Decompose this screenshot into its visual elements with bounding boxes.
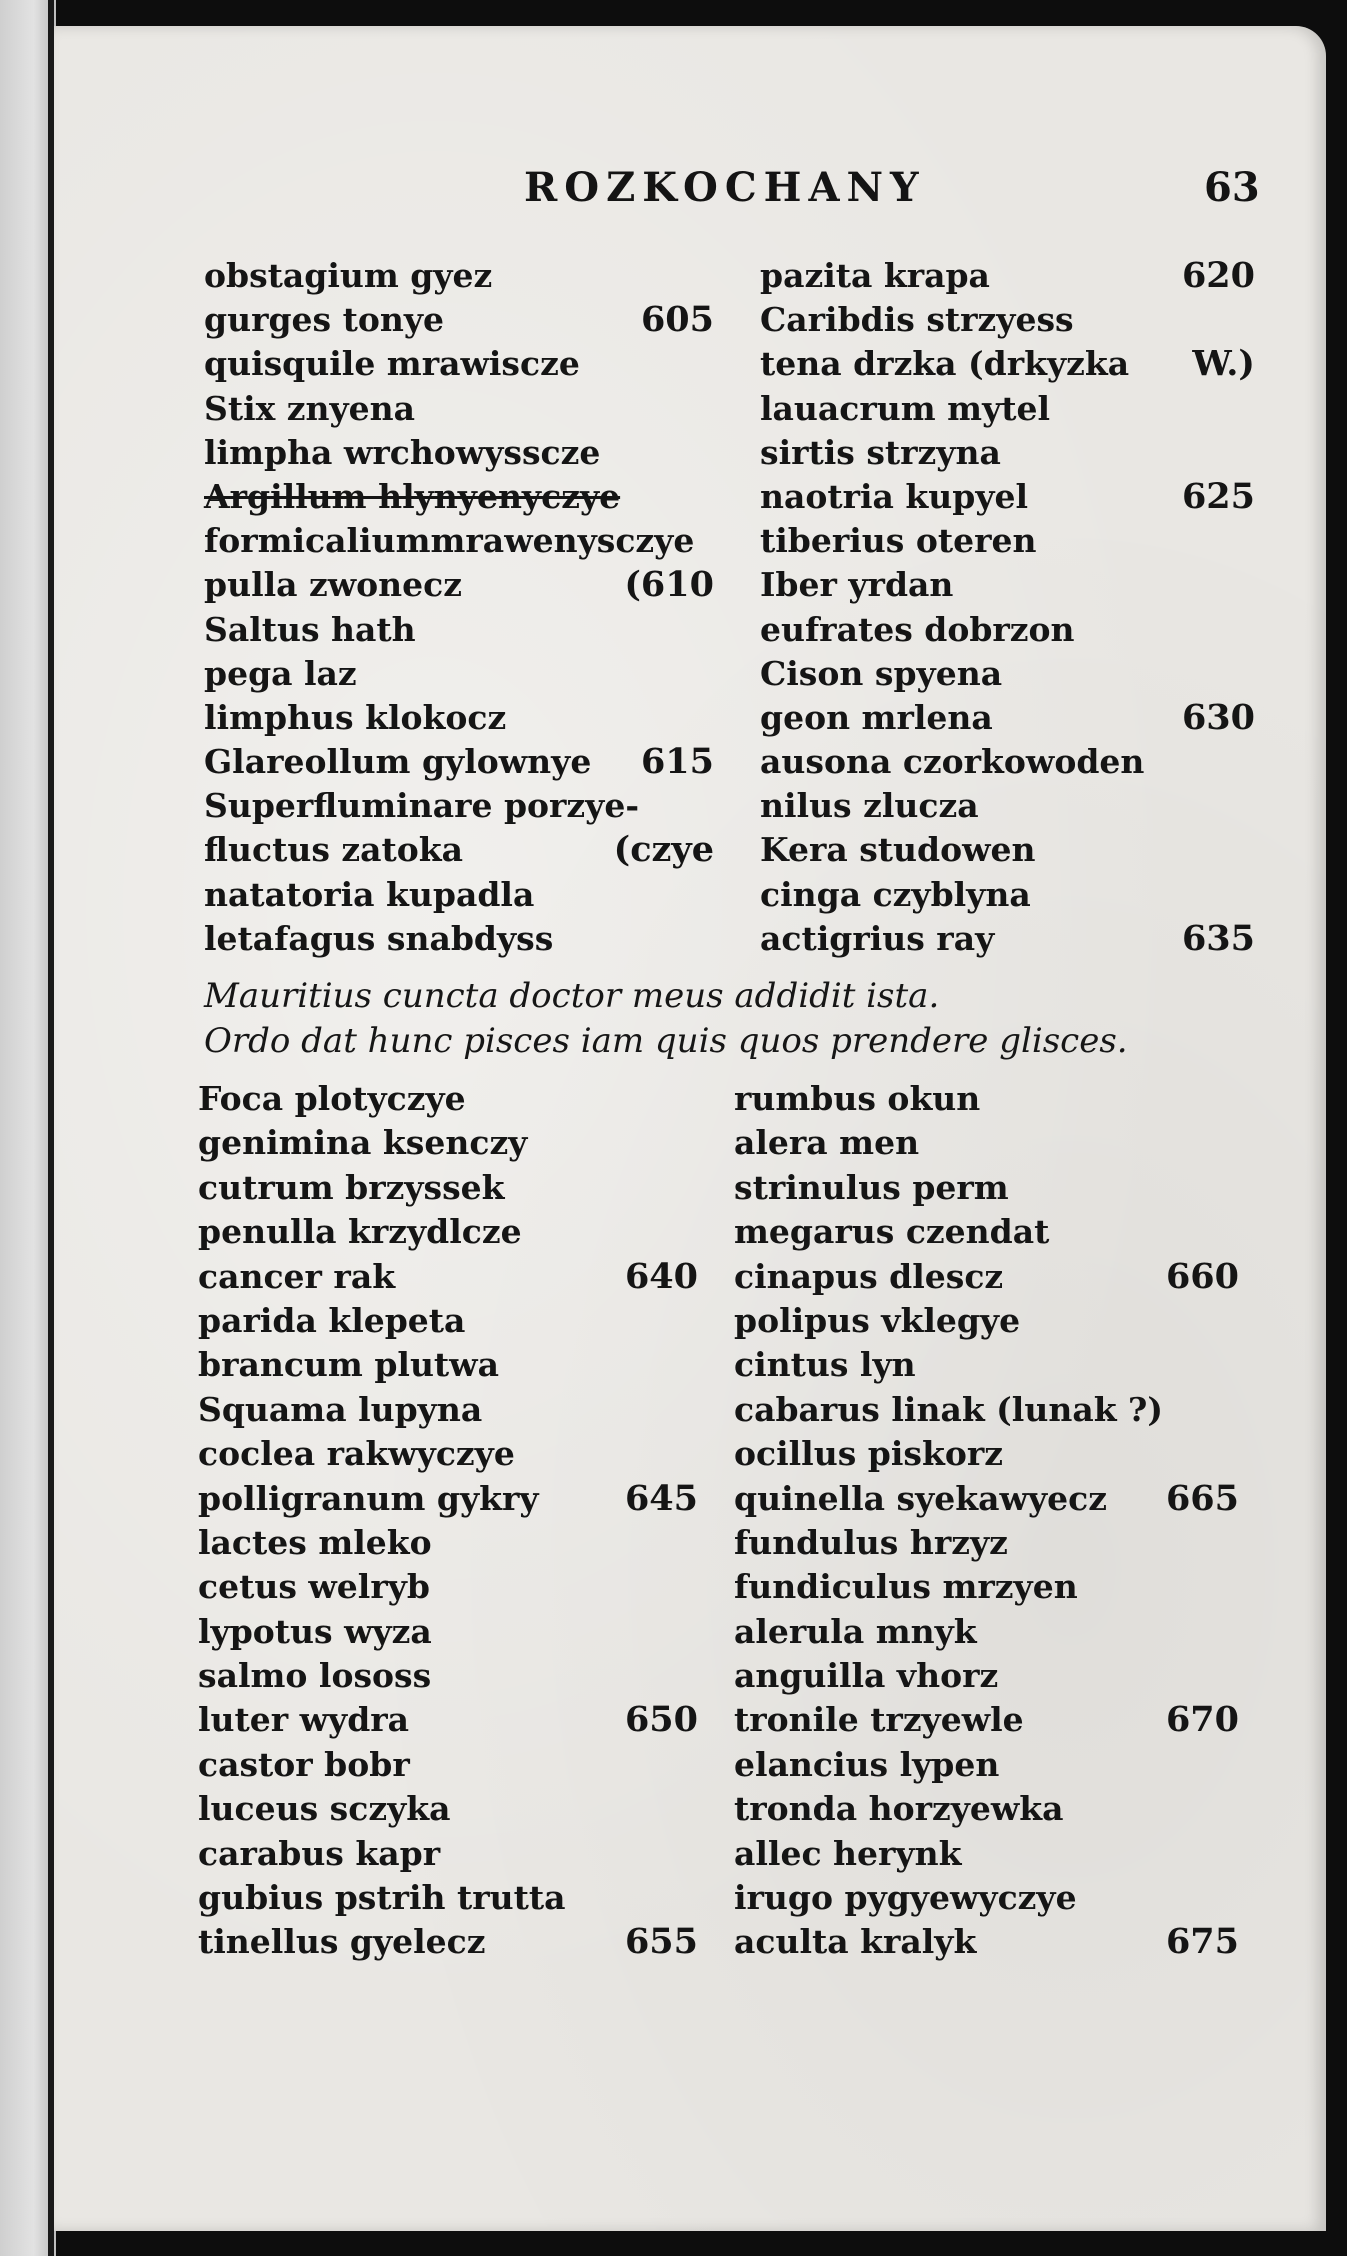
entry-text: actigrius ray	[760, 918, 995, 958]
entry-text: rumbus okun	[734, 1079, 981, 1118]
entry-text: natatoria kupadla	[204, 874, 535, 914]
glossary-entry	[760, 917, 1255, 961]
entry-text: polipus vklegye	[734, 1300, 1021, 1340]
glossary-entry	[734, 1920, 1239, 1964]
glossary-entry	[760, 696, 1255, 740]
glossary-entry	[734, 1166, 1239, 1210]
glossary-entry	[760, 254, 1255, 298]
entry-text: nilus zlucza	[760, 786, 979, 826]
entry-text: cinapus dlescz	[734, 1256, 1004, 1296]
entry-text: elancius lypen	[734, 1744, 1000, 1784]
entry-text: alerula mnyk	[734, 1611, 977, 1651]
entry-text: pulla zwonecz	[204, 565, 462, 605]
entry-text: Stix znyena	[204, 388, 416, 428]
entry-text: obstagium gyez	[204, 256, 493, 295]
book-page	[54, 26, 1326, 2231]
glossary-entry	[760, 342, 1255, 386]
entry-text: fundulus hrzyz	[734, 1522, 1008, 1562]
entry-text: coclea rakwyczye	[198, 1434, 515, 1474]
entry-text: parida klepeta	[198, 1300, 466, 1340]
entry-text: tena drzka (drkyzka	[760, 344, 1130, 384]
entry-text: limphus klokocz	[204, 697, 507, 737]
line-number: 655	[624, 1921, 698, 1963]
entry-text: gubius pstrih trutta	[198, 1878, 566, 1918]
glossary-entry	[734, 1743, 1239, 1787]
glossary-entry	[734, 1876, 1239, 1920]
line-number: 660	[1165, 1255, 1239, 1297]
line-number: 620	[1181, 255, 1255, 296]
lower-left-column	[198, 1077, 698, 1965]
entry-text: Caribdis strzyess	[760, 300, 1074, 340]
entry-text: formicaliummrawenysczye	[204, 521, 695, 561]
glossary-entry	[198, 1743, 698, 1787]
line-number: 665	[1165, 1477, 1239, 1519]
line-number: 615	[640, 741, 714, 783]
entry-text: luter wydra	[198, 1700, 410, 1740]
entry-text: Squama lupyna	[198, 1389, 483, 1429]
glossary-entry	[204, 784, 714, 828]
glossary-entry	[198, 1343, 698, 1387]
glossary-entry	[204, 608, 714, 652]
entry-text: quisquile mrawiscze	[204, 344, 580, 384]
entry-text: gurges tonye	[204, 300, 445, 340]
glossary-entry	[198, 1166, 698, 1210]
entry-text: strinulus perm	[734, 1167, 1009, 1207]
entry-text: carabus kapr	[198, 1833, 441, 1873]
entry-text: salmo lososs	[198, 1656, 432, 1696]
entry-text: fluctus zatoka	[204, 830, 464, 870]
line-number: 645	[624, 1477, 698, 1519]
glossary-entry	[734, 1343, 1239, 1387]
glossary-entry	[198, 1388, 698, 1432]
glossary-entry	[204, 519, 714, 563]
line-number: 640	[624, 1255, 698, 1297]
glossary-entry	[204, 828, 714, 872]
glossary-entry	[760, 431, 1255, 475]
glossary-entry	[734, 1255, 1239, 1299]
entry-text: cabarus linak (lunak ?)	[734, 1389, 1163, 1429]
entry-text: ocillus piskorz	[734, 1434, 1003, 1474]
entry-text: Saltus hath	[204, 609, 416, 649]
entry-text: Cison spyena	[760, 653, 1003, 693]
glossary-entry	[198, 1565, 698, 1609]
glossary-entry	[204, 652, 714, 696]
entry-text: megarus czendat	[734, 1212, 1050, 1252]
entry-text: cintus lyn	[734, 1345, 916, 1385]
glossary-entry	[734, 1565, 1239, 1609]
entry-text: lypotus wyza	[198, 1611, 432, 1651]
glossary-entry	[734, 1432, 1239, 1476]
line-number: 650	[624, 1699, 698, 1741]
line-number: 670	[1165, 1699, 1239, 1741]
glossary-entry	[734, 1210, 1239, 1254]
glossary-entry	[734, 1832, 1239, 1876]
glossary-entry	[198, 1077, 698, 1121]
glossary-entry	[760, 298, 1255, 342]
glossary-entry	[198, 1610, 698, 1654]
glossary-entry	[760, 563, 1255, 607]
glossary-entry	[204, 387, 714, 431]
entry-text: alera men	[734, 1123, 920, 1163]
verse-line-1: Mauritius cuncta doctor meus addidit ista.	[204, 976, 940, 1016]
entry-text: Argillum hlynyenyczye	[204, 476, 621, 516]
entry-text: pazita krapa	[760, 256, 990, 295]
glossary-entry	[198, 1255, 698, 1299]
entry-text: lauacrum mytel	[760, 388, 1051, 428]
glossary-entry	[198, 1477, 698, 1521]
entry-text: Iber yrdan	[760, 565, 954, 605]
upper-left-column	[204, 254, 714, 961]
entry-text: penulla krzydlcze	[198, 1212, 522, 1252]
glossary-entry	[760, 873, 1255, 917]
line-number: (610	[624, 564, 714, 606]
line-number: 625	[1181, 475, 1255, 517]
entry-text: cutrum brzyssek	[198, 1167, 505, 1207]
glossary-entry	[204, 917, 714, 961]
glossary-entry	[204, 873, 714, 917]
entry-text: eufrates dobrzon	[760, 609, 1075, 649]
glossary-entry	[198, 1698, 698, 1742]
page-number: 63	[1204, 164, 1260, 211]
line-number: 675	[1165, 1921, 1239, 1963]
glossary-entry	[198, 1654, 698, 1698]
line-number: W.)	[1192, 343, 1255, 385]
glossary-entry	[204, 696, 714, 740]
glossary-entry	[760, 608, 1255, 652]
glossary-entry	[734, 1521, 1239, 1565]
entry-text: aculta kralyk	[734, 1922, 977, 1962]
entry-text: naotria kupyel	[760, 476, 1029, 516]
glossary-entry	[204, 563, 714, 607]
entry-text: Superfluminare porzye-	[204, 786, 640, 826]
entry-text: cinga czyblyna	[760, 874, 1031, 914]
entry-text: tinellus gyelecz	[198, 1922, 486, 1962]
entry-text: limpha wrchowysscze	[204, 432, 601, 472]
entry-text: tronile trzyewle	[734, 1700, 1024, 1740]
glossary-entry	[734, 1388, 1239, 1432]
line-number: 605	[640, 299, 714, 341]
glossary-entry	[734, 1477, 1239, 1521]
glossary-entry	[198, 1832, 698, 1876]
line-number: 635	[1181, 917, 1255, 959]
glossary-entry	[204, 342, 714, 386]
entry-text: Kera studowen	[760, 830, 1036, 870]
glossary-entry	[760, 652, 1255, 696]
entry-text: sirtis strzyna	[760, 432, 1001, 472]
entry-text: cetus welryb	[198, 1567, 430, 1607]
entry-text: Glareollum gylownye	[204, 742, 592, 782]
glossary-entry	[760, 740, 1255, 784]
glossary-entry	[734, 1698, 1239, 1742]
glossary-entry	[198, 1876, 698, 1920]
glossary-entry	[734, 1610, 1239, 1654]
entry-text: fundiculus mrzyen	[734, 1567, 1078, 1607]
glossary-entry	[734, 1787, 1239, 1831]
line-number: (czye	[613, 829, 714, 871]
lower-right-column	[734, 1077, 1239, 1965]
entry-text: ausona czorkowoden	[760, 742, 1145, 782]
entry-text: anguilla vhorz	[734, 1656, 999, 1696]
glossary-entry	[734, 1299, 1239, 1343]
glossary-entry	[198, 1210, 698, 1254]
upper-right-column	[760, 254, 1255, 961]
glossary-entry	[734, 1077, 1239, 1121]
glossary-entry	[760, 828, 1255, 872]
entry-text: castor bobr	[198, 1744, 410, 1784]
glossary-entry	[760, 519, 1255, 563]
entry-text: Foca plotyczye	[198, 1079, 466, 1118]
glossary-entry	[760, 387, 1255, 431]
entry-text: quinella syekawyecz	[734, 1478, 1107, 1518]
line-number: 630	[1181, 696, 1255, 738]
glossary-entry	[760, 475, 1255, 519]
entry-text: cancer rak	[198, 1256, 396, 1296]
glossary-entry	[198, 1787, 698, 1831]
entry-text: tiberius oteren	[760, 521, 1037, 561]
glossary-entry	[198, 1299, 698, 1343]
entry-text: letafagus snabdyss	[204, 918, 554, 958]
glossary-entry	[204, 431, 714, 475]
entry-text: genimina ksenczy	[198, 1123, 528, 1163]
glossary-entry	[198, 1521, 698, 1565]
entry-text: lactes mleko	[198, 1522, 432, 1562]
verse-line-2: Ordo dat hunc pisces iam quis quos prendere glisces.	[204, 1021, 1128, 1061]
glossary-entry	[204, 298, 714, 342]
glossary-entry	[760, 784, 1255, 828]
glossary-entry	[204, 475, 714, 519]
glossary-entry	[198, 1920, 698, 1964]
glossary-entry	[198, 1432, 698, 1476]
running-title: ROZKOCHANY	[524, 164, 926, 211]
entry-text: geon mrlena	[760, 697, 993, 737]
entry-text: tronda horzyewka	[734, 1789, 1064, 1829]
glossary-entry	[734, 1654, 1239, 1698]
glossary-entry	[204, 254, 714, 298]
glossary-entry	[734, 1121, 1239, 1165]
entry-text: luceus sczyka	[198, 1789, 451, 1829]
entry-text: allec herynk	[734, 1833, 962, 1873]
glossary-entry	[198, 1121, 698, 1165]
entry-text: pega laz	[204, 653, 357, 693]
entry-text: brancum plutwa	[198, 1345, 499, 1385]
entry-text: polligranum gykry	[198, 1478, 539, 1518]
glossary-entry	[204, 740, 714, 784]
entry-text: irugo pygyewyczye	[734, 1878, 1077, 1918]
